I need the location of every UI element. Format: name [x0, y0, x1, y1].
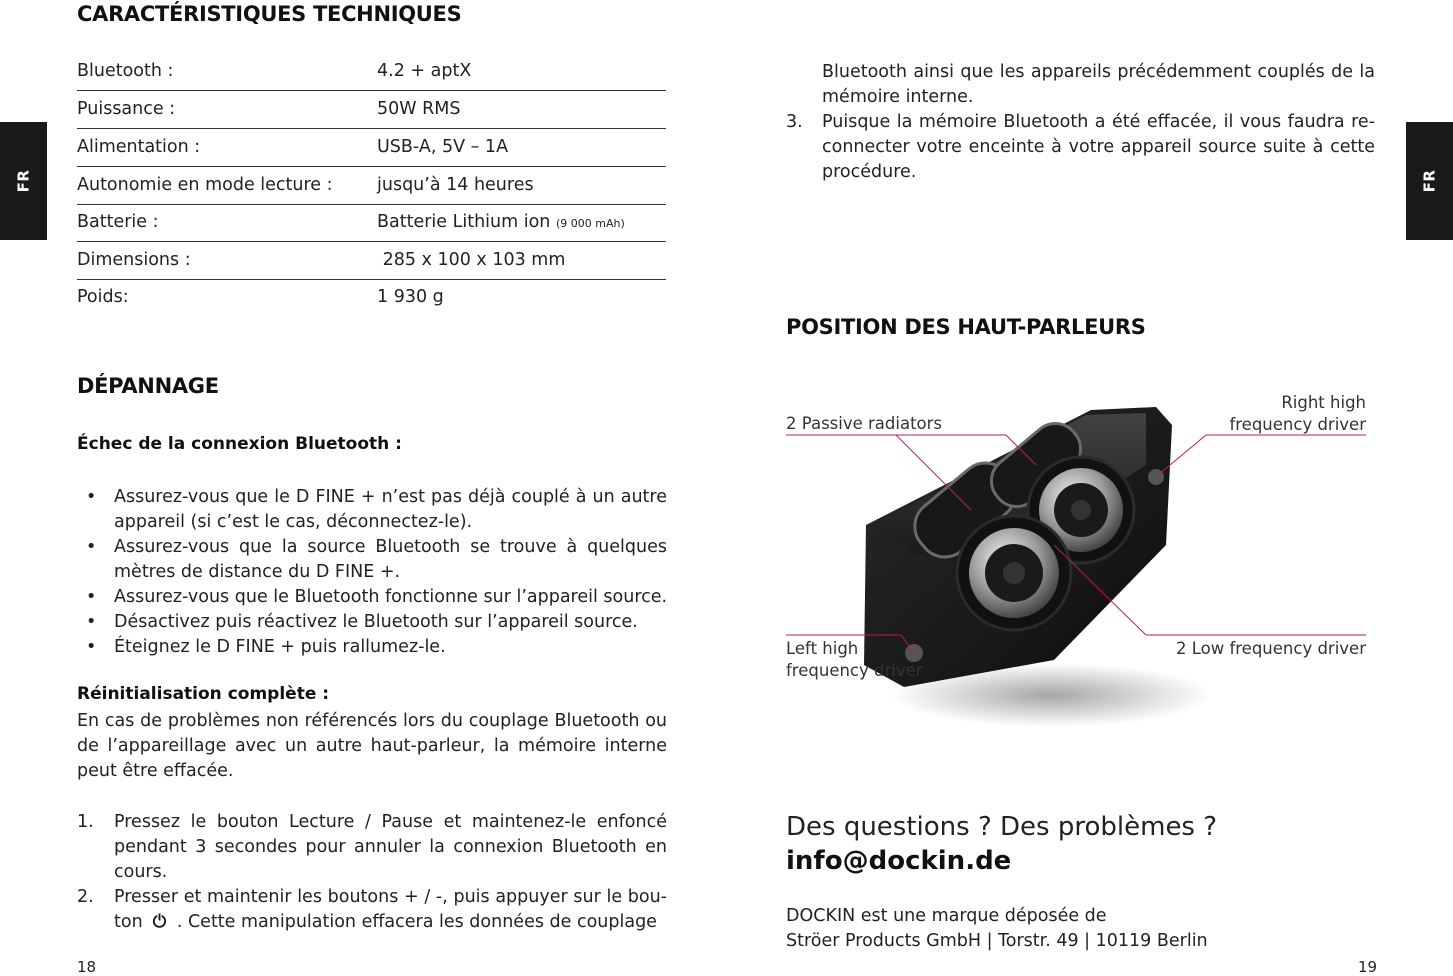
power-icon	[151, 912, 168, 929]
spec-row	[77, 242, 666, 280]
spec-label: Bluetooth :	[77, 61, 174, 81]
callout-low-frequency: 2 Low frequency driver	[1175, 639, 1366, 658]
spec-label: Batterie :	[77, 212, 159, 232]
list-item: Assurez-vous que le D FINE + n’est pas déjà couplé à un autre appareil (si c’est le cas, déconnectez-le).	[114, 487, 667, 532]
list-item: Pressez le bouton Lecture / Pause et maintenez-le enfoncé pendant 3 secondes pour annuler la connexion Bluetooth en cours.	[114, 812, 667, 882]
page-number-left: 18	[77, 958, 97, 976]
spec-value: 1 930 g	[377, 287, 444, 307]
spec-label: Autonomie en mode lecture :	[77, 175, 333, 195]
language-tab-right: FR	[1406, 122, 1453, 240]
spec-value: USB-A, 5V – 1A	[377, 137, 509, 157]
specs-title: CARACTÉRISTIQUES TECHNIQUES	[77, 2, 462, 26]
spec-row	[77, 53, 666, 91]
spec-row	[77, 91, 666, 129]
reset-paragraph: En cas de problèmes non référencés lors du couplage Bluetooth ou de l’appareillage avec un autre haut-parleur, la mémoire interne peut être effacée.	[77, 711, 667, 781]
spec-label: Poids:	[77, 287, 129, 307]
bullet-marker: •	[86, 612, 97, 632]
list-item: Éteignez le D FINE + puis rallumez-le.	[114, 637, 446, 657]
list-item: Assurez-vous que la source Bluetooth se trouve à quelques mètres de distance du D FINE +.	[114, 537, 667, 582]
step-number: 2.	[77, 887, 94, 907]
step-number: 3.	[786, 112, 803, 132]
spec-row	[77, 279, 666, 316]
bullet-marker: •	[86, 587, 97, 607]
bullet-marker: •	[86, 537, 97, 557]
spec-row	[77, 204, 666, 242]
driver-cap	[1003, 562, 1025, 584]
language-tab-left: FR	[0, 122, 47, 240]
speaker-positions-title: POSITION DES HAUT-PARLEURS	[786, 315, 1146, 339]
spec-value: 4.2 + aptX	[377, 61, 472, 81]
trademark-notice: DOCKIN est une marque déposée de Ströer Products GmbH | Torstr. 49 | 10119 Berlin	[786, 906, 1208, 951]
list-item: Assurez-vous que le Bluetooth fonctionne sur l’appareil source.	[114, 587, 668, 607]
troubleshooting-title: DÉPANNAGE	[77, 374, 219, 398]
spec-value: 285 x 100 x 103 mm	[377, 250, 566, 270]
spec-row	[77, 167, 666, 205]
spec-value: Batterie Lithium ion (9 000 mAh)	[377, 212, 625, 232]
step-number: 1.	[77, 812, 94, 832]
callout-right-high-frequency: Right high frequency driver	[1229, 393, 1366, 434]
spec-label: Alimentation :	[77, 137, 201, 157]
reset-heading: Réinitialisation complète :	[77, 684, 330, 704]
list-item: Puisque la mémoire Bluetooth a été effacée, il vous faudra re-connecter votre enceinte à votre appareil source suite à cette procédure.	[822, 112, 1375, 182]
page-number-right: 19	[1358, 958, 1378, 976]
bullet-marker: •	[86, 487, 97, 507]
spec-row	[77, 129, 666, 167]
spec-label: Puissance :	[77, 99, 176, 119]
driver-cap	[1071, 500, 1091, 520]
bluetooth-failure-heading: Échec de la connexion Bluetooth :	[77, 434, 402, 454]
battery-capacity-note: (9 000 mAh)	[555, 217, 625, 230]
spec-value: jusqu’à 14 heures	[377, 175, 534, 195]
contact-question: Des questions ? Des problèmes ?	[786, 812, 1218, 842]
spec-label: Dimensions :	[77, 250, 191, 270]
callout-left-high-frequency: Left high frequency driver	[786, 639, 923, 680]
list-item: Presser et maintenir les boutons + / -, puis appuyer sur le bou-ton . Cette manipulation effacera les données de couplage	[114, 887, 667, 932]
spec-value: 50W RMS	[377, 99, 461, 119]
bullet-marker: •	[86, 637, 97, 657]
contact-email[interactable]: info@dockin.de	[786, 846, 1012, 876]
list-item: Désactivez puis réactivez le Bluetooth sur l’appareil source.	[114, 612, 638, 632]
callout-passive-radiators: 2 Passive radiators	[786, 414, 943, 433]
step-2-continued: Bluetooth ainsi que les appareils précédemment couplés de la mémoire interne.	[822, 62, 1375, 107]
